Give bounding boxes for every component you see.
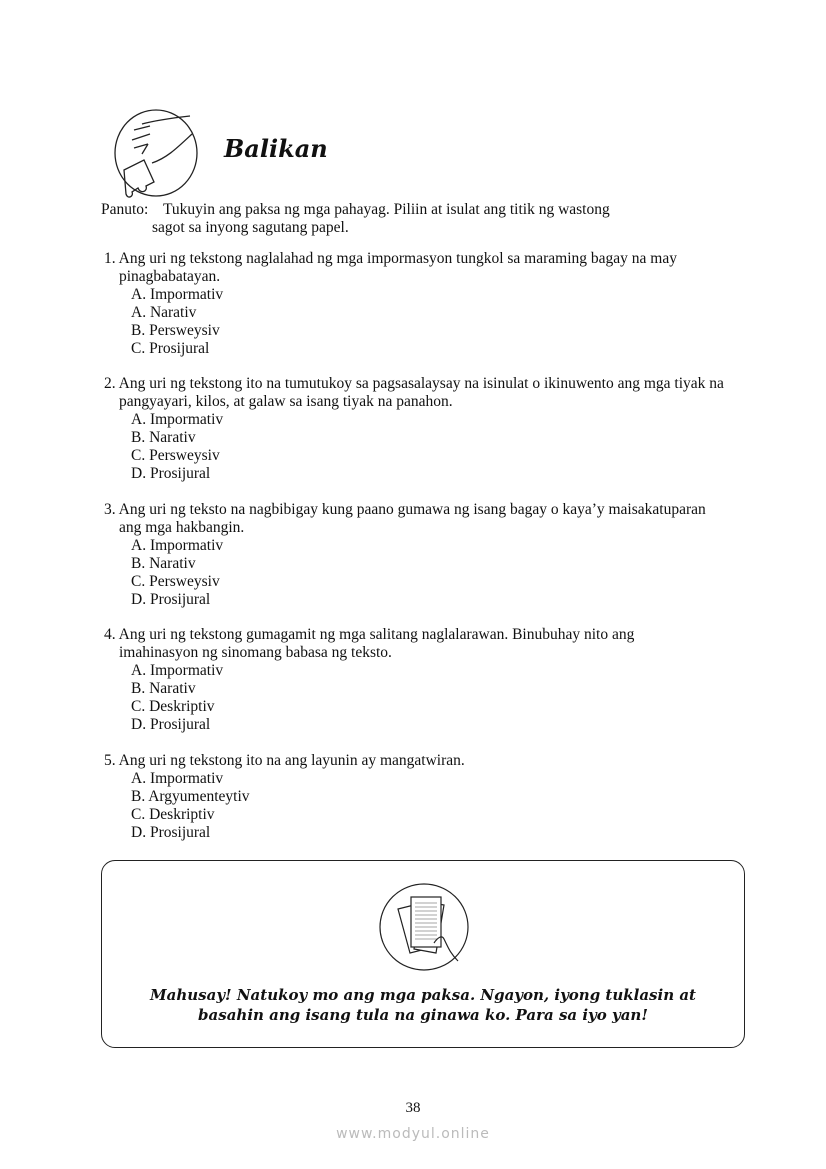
- instructions-line-2: sagot sa inyong sagutang papel.: [152, 219, 349, 236]
- option: B. Persweysiv: [131, 322, 220, 339]
- question-stem: 2. Ang uri ng tekstong ito na tumutukoy sa pagsasalaysay na isinulat o ikinuwento ang mga tiyak na pangyayari, kilos, at galaw sa isang tiyak na panahon.: [104, 375, 724, 410]
- question-stem: 3. Ang uri ng teksto na nagbibigay kung paano gumawa ng isang bagay o kaya’y maisakatuparan ang mga hakbangin.: [104, 501, 706, 536]
- papers-in-hand-icon: [378, 883, 470, 971]
- message-line-1: Mahusay! Natukoy mo ang mga paksa. Ngayon, iyong tuklasin at: [150, 986, 696, 1004]
- question-stem: 4. Ang uri ng tekstong gumagamit ng mga salitang naglalarawan. Binubuhay nito ang imahinasyon ng sinomang babasa ng teksto.: [104, 626, 635, 661]
- option: C. Persweysiv: [131, 573, 220, 590]
- option: A. Impormativ: [131, 662, 224, 679]
- instructions-label: Panuto:: [101, 201, 149, 218]
- option: A. Impormativ: [131, 411, 224, 428]
- section-title: Balikan: [224, 134, 328, 163]
- question-1: [104, 250, 689, 358]
- option: B. Narativ: [131, 680, 196, 697]
- option: C. Deskriptiv: [131, 698, 215, 715]
- question-stem: 1. Ang uri ng tekstong naglalahad ng mga impormasyon tungkol sa maraming bagay na may pinagbabatayan.: [104, 250, 677, 285]
- option: A. Narativ: [131, 304, 197, 321]
- message-box: [101, 860, 745, 1048]
- option: A. Impormativ: [131, 537, 224, 554]
- option: D. Prosijural: [131, 591, 211, 608]
- option: C. Deskriptiv: [131, 806, 215, 823]
- page-number: 38: [405, 1100, 421, 1116]
- question-3: [104, 501, 709, 609]
- option: B. Narativ: [131, 429, 196, 446]
- option: C. Prosijural: [131, 340, 210, 357]
- option: D. Prosijural: [131, 465, 211, 482]
- instructions-line-1: Tukuyin ang paksa ng mga pahayag. Piliin at isulat ang titik ng wastong: [163, 201, 610, 218]
- watermark: www.modyul.online: [336, 1126, 490, 1142]
- option: C. Persweysiv: [131, 447, 220, 464]
- question-4: [104, 626, 716, 734]
- question-2: [104, 375, 726, 483]
- option: D. Prosijural: [131, 716, 211, 733]
- option: D. Prosijural: [131, 824, 211, 841]
- option: A. Impormativ: [131, 770, 224, 787]
- section-icon-hand-puzzle: [112, 108, 200, 198]
- message-line-2: basahin ang isang tula na ginawa ko. Para sa iyo yan!: [198, 1006, 648, 1024]
- question-5: [104, 752, 744, 842]
- option: B. Narativ: [131, 555, 196, 572]
- option: B. Argyumenteytiv: [131, 788, 250, 805]
- question-stem: 5. Ang uri ng tekstong ito na ang layunin ay mangatwiran.: [104, 752, 465, 769]
- option: A. Impormativ: [131, 286, 224, 303]
